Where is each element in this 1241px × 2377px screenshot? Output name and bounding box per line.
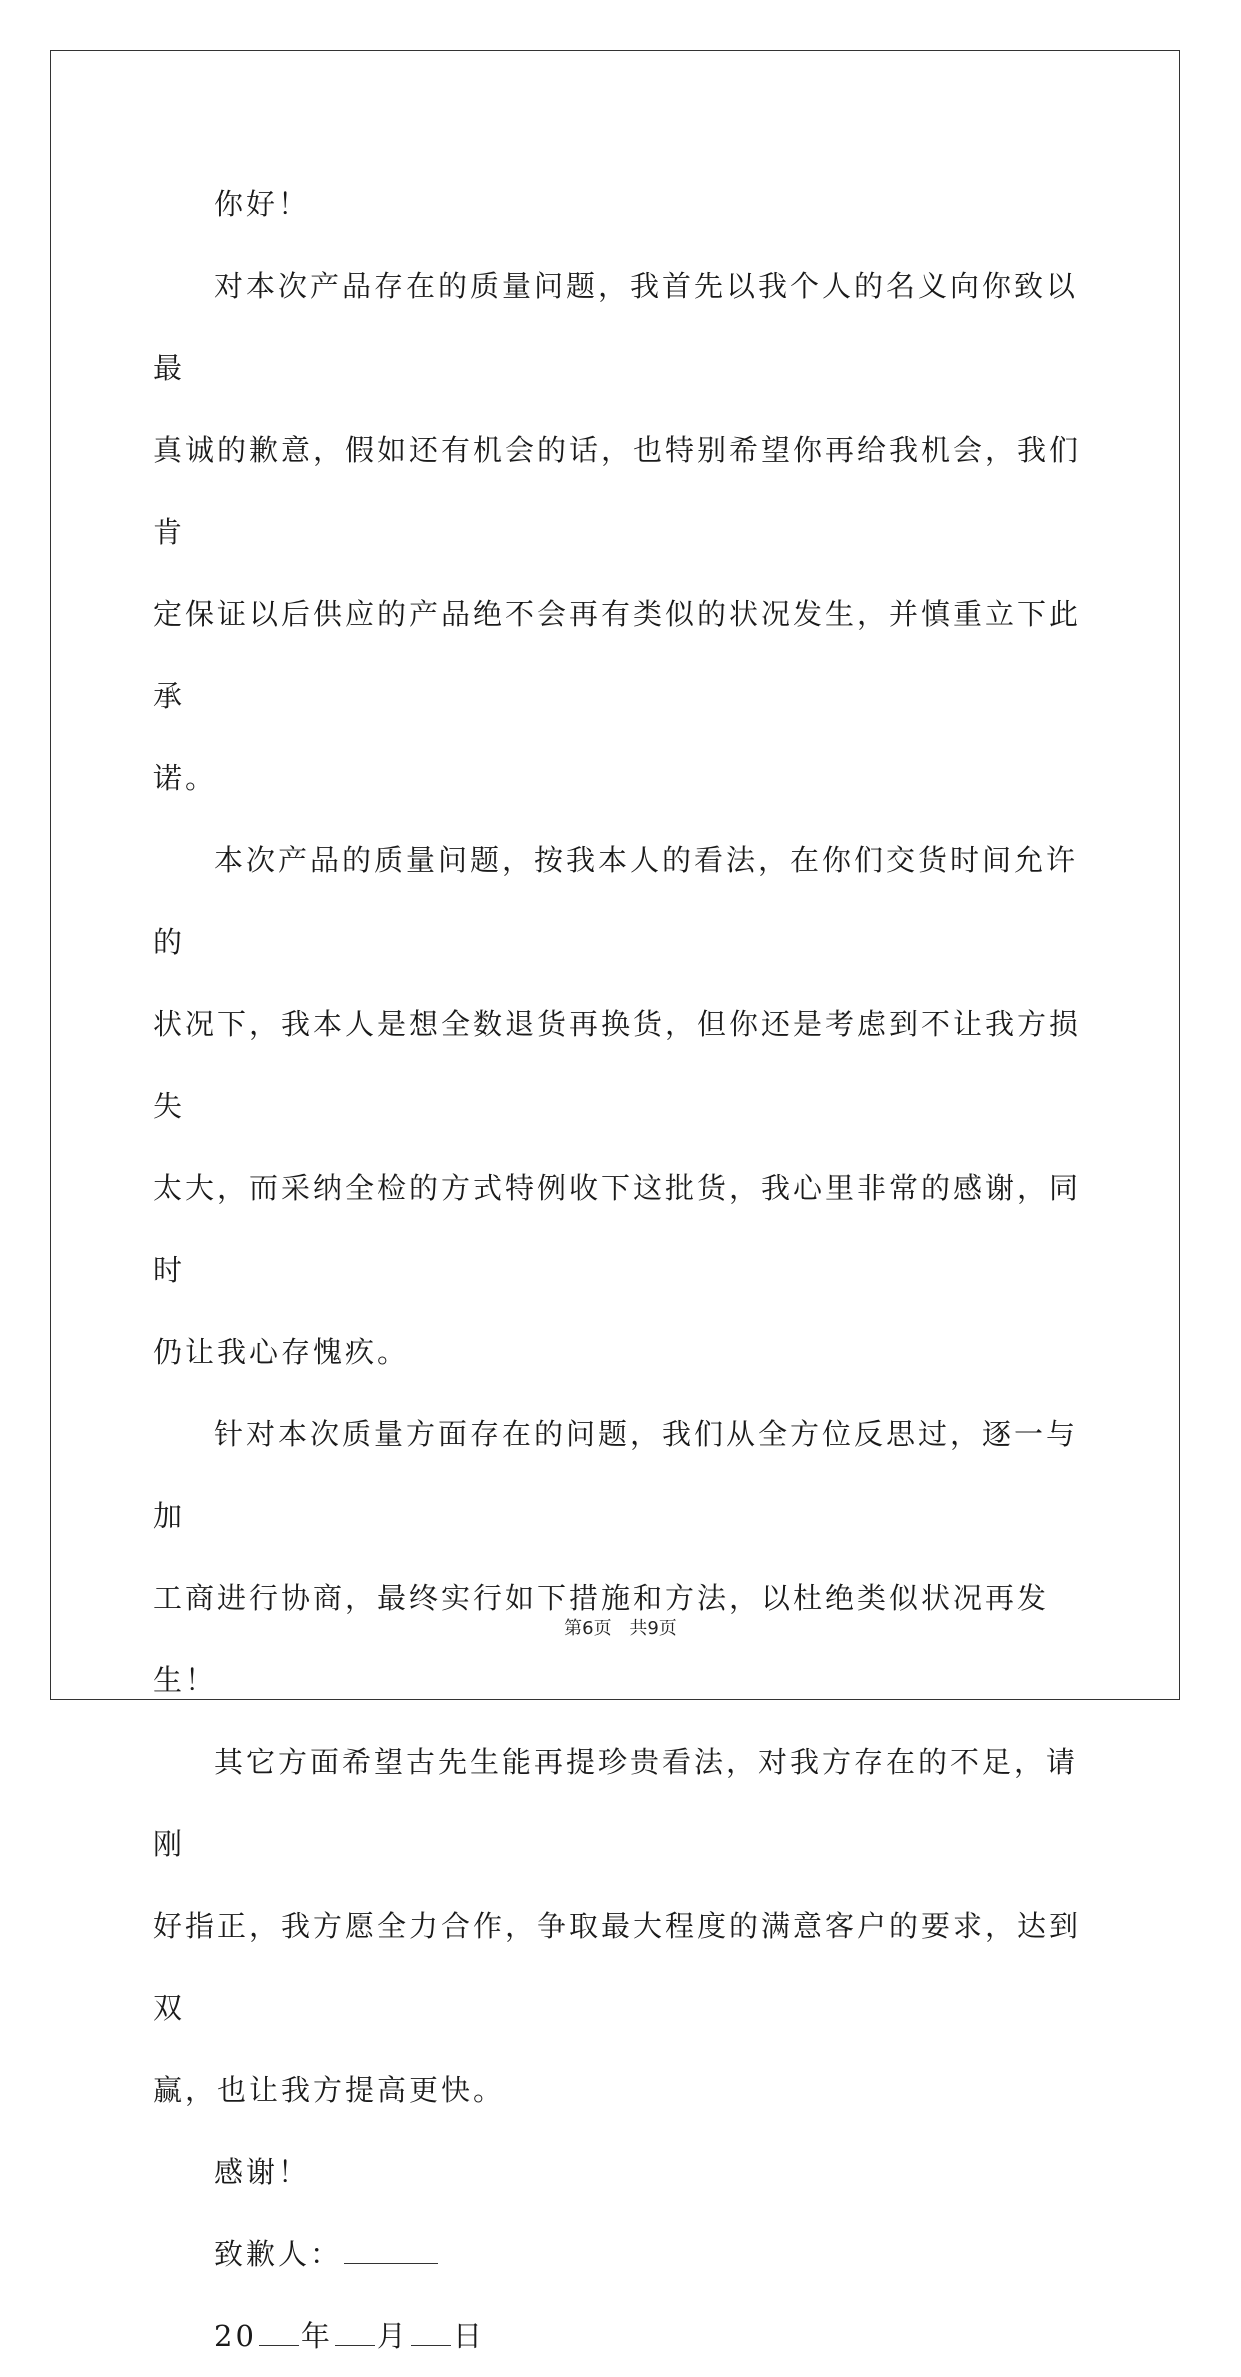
paragraph-line: 其它方面希望古先生能再提珍贵看法，对我方存在的不足，请刚 xyxy=(153,1745,1079,1861)
paragraph-request xyxy=(153,1721,1083,2131)
paragraph-line: 工商进行协商，最终实行如下措施和方法，以杜绝类似状况再发生！ xyxy=(153,1581,1050,1697)
day-blank xyxy=(411,2317,451,2346)
paragraph-line: 诺。 xyxy=(153,761,218,795)
paragraph-line: 赢，也让我方提高更快。 xyxy=(153,2073,506,2107)
paragraph-line: 好指正，我方愿全力合作，争取最大程度的满意客户的要求，达到双 xyxy=(153,1909,1082,2025)
paragraph-line: 本次产品的质量问题，按我本人的看法，在你们交货时间允许的 xyxy=(153,843,1079,959)
closing-thanks: 感谢！ xyxy=(214,2155,311,2189)
year-blank xyxy=(259,2317,299,2346)
paragraph-line: 针对本次质量方面存在的问题，我们从全方位反思过，逐一与加 xyxy=(153,1417,1079,1533)
greeting: 你好！ xyxy=(214,187,311,221)
letter-body xyxy=(153,163,1083,2377)
date-day-label: 日 xyxy=(452,2319,485,2353)
paragraph-line: 状况下，我本人是想全数退货再换货，但你还是考虑到不让我方损失 xyxy=(153,1007,1082,1123)
signer-blank xyxy=(344,2235,438,2264)
date-month-label: 月 xyxy=(376,2319,409,2353)
page-current: 第6页 xyxy=(564,1618,612,1639)
signer-line xyxy=(153,2213,1083,2295)
paragraph-line: 仍让我心存愧疚。 xyxy=(153,1335,410,1369)
date-year-prefix: 20 xyxy=(214,2319,257,2353)
paragraph-measures xyxy=(153,1393,1083,1721)
page-total: 共9页 xyxy=(629,1618,677,1639)
paragraph-situation xyxy=(153,819,1083,1393)
paragraph-line: 真诚的歉意，假如还有机会的话，也特别希望你再给我机会，我们肯 xyxy=(153,433,1082,549)
month-blank xyxy=(335,2317,375,2346)
date-year-label: 年 xyxy=(300,2319,333,2353)
signer-label: 致歉人： xyxy=(214,2237,343,2271)
paragraph-line: 太大，而采纳全检的方式特例收下这批货，我心里非常的感谢，同时 xyxy=(153,1171,1082,1287)
paragraph-apology xyxy=(153,245,1083,819)
paragraph-line: 对本次产品存在的质量问题，我首先以我个人的名义向你致以最 xyxy=(153,269,1079,385)
date-line xyxy=(153,2295,1083,2377)
paragraph-line: 定保证以后供应的产品绝不会再有类似的状况发生，并慎重立下此承 xyxy=(153,597,1082,713)
page-footer xyxy=(0,1614,1241,1640)
